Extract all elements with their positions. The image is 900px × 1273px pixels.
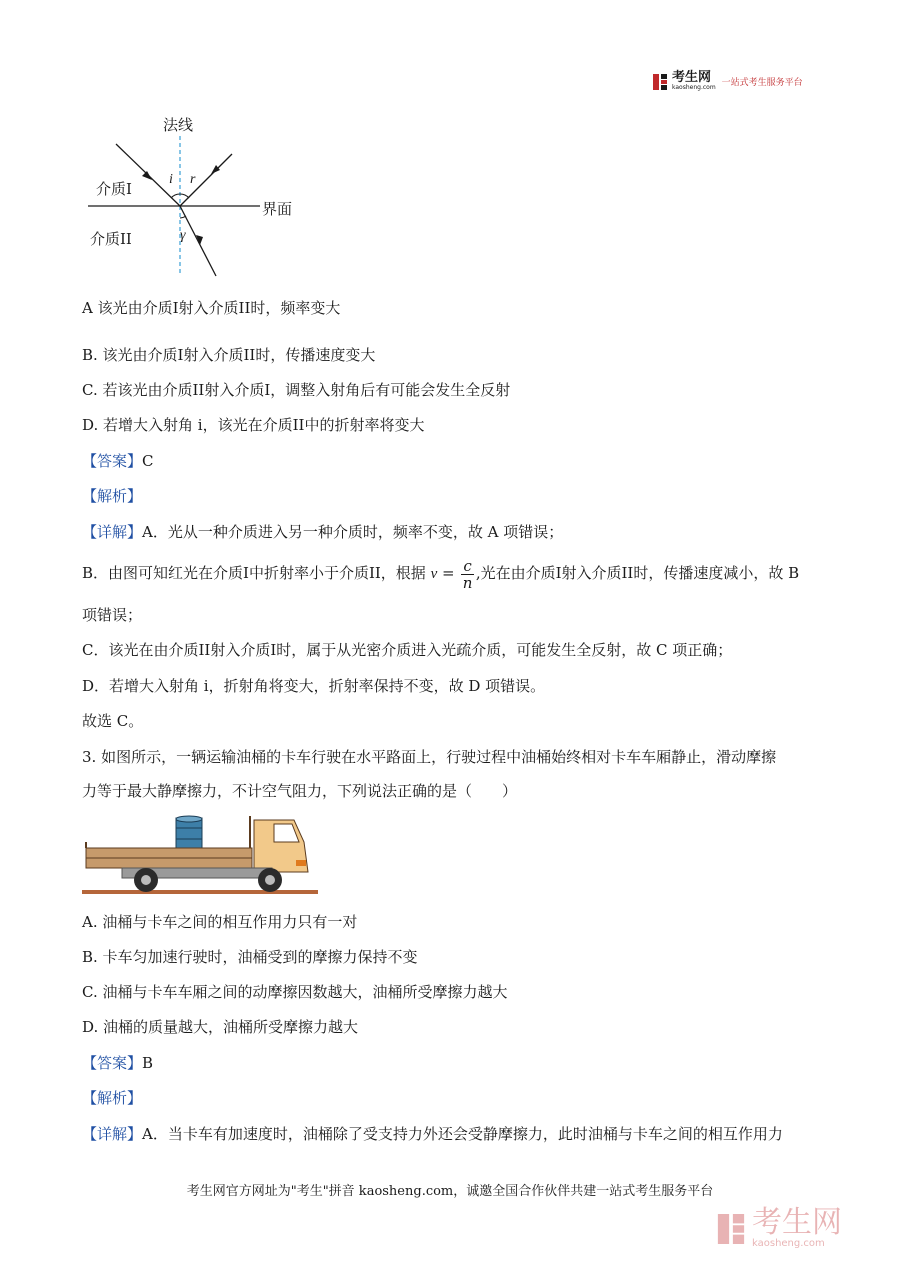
q3-option-b: B. 卡车匀加速行驶时，油桶受到的摩擦力保持不变 [82,948,418,966]
logo-name: 考生网 [672,70,712,85]
q3-stem-line1: 3. 如图所示，一辆运输油桶的卡车行驶在水平路面上，行驶过程中油桶始终相对卡车车厢静止，滑动摩擦 [82,748,777,766]
q3-option-d: D. 油桶的质量越大，油桶所受摩擦力越大 [82,1018,359,1036]
q3-analysis-label: 【解析】 [82,1089,143,1107]
angle-i-label: i [169,172,173,187]
logo-domain: kaosheng.com [672,84,716,91]
q2-option-c: C. 若该光由介质II射入介质I，调整入射角后有可能会发生全反射 [82,381,511,399]
q3-detail-label: 【详解】 [82,1125,143,1143]
incident-arrow [142,171,152,180]
q3-answer-value: B [142,1054,154,1072]
formula-denominator: n [462,573,473,592]
q2-detail-b-pre: B．由图可知红光在介质I中折射率小于介质II，根据 [82,564,426,582]
q2-detail-c: C．该光在由介质II射入介质I时，属于从光密介质进入光疏介质，可能发生全反射，故 C 项正确； [82,641,733,659]
kaosheng-logo-icon [652,73,668,91]
q2-detail-b-cont: 项错误； [82,606,143,624]
reflected-arrow [211,165,220,174]
header-logo [652,72,803,91]
formula-eq: = [442,564,455,582]
normal-label: 法线 [163,116,194,134]
watermark [716,1205,842,1249]
angle-i-arc [171,194,180,198]
q2-detail-d: D．若增大入射角 i，折射角将变大，折射率保持不变，故 D 项错误。 [82,677,546,695]
watermark-logo-icon [716,1212,746,1246]
q2-detail-a-text: A．光从一种介质进入另一种介质时，频率不变，故 A 项错误； [142,523,564,541]
q2-answer [82,451,154,471]
q2-answer-value: C [142,452,154,470]
q3-detail-a [82,1124,783,1144]
q3-detail-a-text: A．当卡车有加速度时，油桶除了受支持力外还会受静摩擦力，此时油桶与卡车之间的相互作用力 [142,1125,783,1143]
truck-illustration [82,812,318,898]
q3-stem-line2: 力等于最大静摩擦力，不计空气阻力，下列说法正确的是（ ） [82,782,518,800]
logo-text [672,72,716,91]
medium2-label: 介质II [90,230,132,248]
q3-option-c: C. 油桶与卡车车厢之间的动摩擦因数越大，油桶所受摩擦力越大 [82,983,508,1001]
reflected-ray [180,154,232,206]
angle-r-label: r [190,172,196,187]
watermark-domain: kaosheng.com [752,1238,825,1249]
angle-gamma-label: γ [180,228,186,243]
q2-option-a: A 该光由介质I射入介质II时，频率变大 [82,299,341,317]
formula-fraction [461,558,473,591]
q2-option-d: D. 若增大入射角 i，该光在介质II中的折射率将变大 [82,416,425,434]
road-surface [82,890,318,894]
q3-answer-label: 【答案】 [82,1054,143,1072]
watermark-name: 考生网 [752,1205,842,1240]
q2-detail-b [82,553,799,594]
q2-answer-label: 【答案】 [82,452,143,470]
q2-detail-label: 【详解】 [82,523,143,541]
interface-label: 界面 [262,200,293,218]
q2-detail-b-post: ,光在由介质I射入介质II时，传播速度减小，故 B [475,564,800,582]
q2-conclusion: 故选 C。 [82,712,144,730]
medium1-label: 介质I [96,180,132,198]
header-slogan: 一站式考生服务平台 [721,78,803,88]
q2-option-b: B. 该光由介质I射入介质II时，传播速度变大 [82,346,376,364]
angle-gamma-arc [180,216,186,218]
q3-option-a: A. 油桶与卡车之间的相互作用力只有一对 [82,913,358,931]
page-footer: 考生网官方网址为"考生"拼音 kaosheng.com，诚邀全国合作伙伴共建一站式考生服务平台 [186,1184,714,1199]
angle-r-arc [180,194,189,198]
formula-v: v [430,566,438,582]
formula-numerator: c [463,556,472,575]
q2-analysis-label: 【解析】 [82,487,143,505]
q2-detail-a [82,522,563,542]
q3-answer [82,1053,153,1073]
